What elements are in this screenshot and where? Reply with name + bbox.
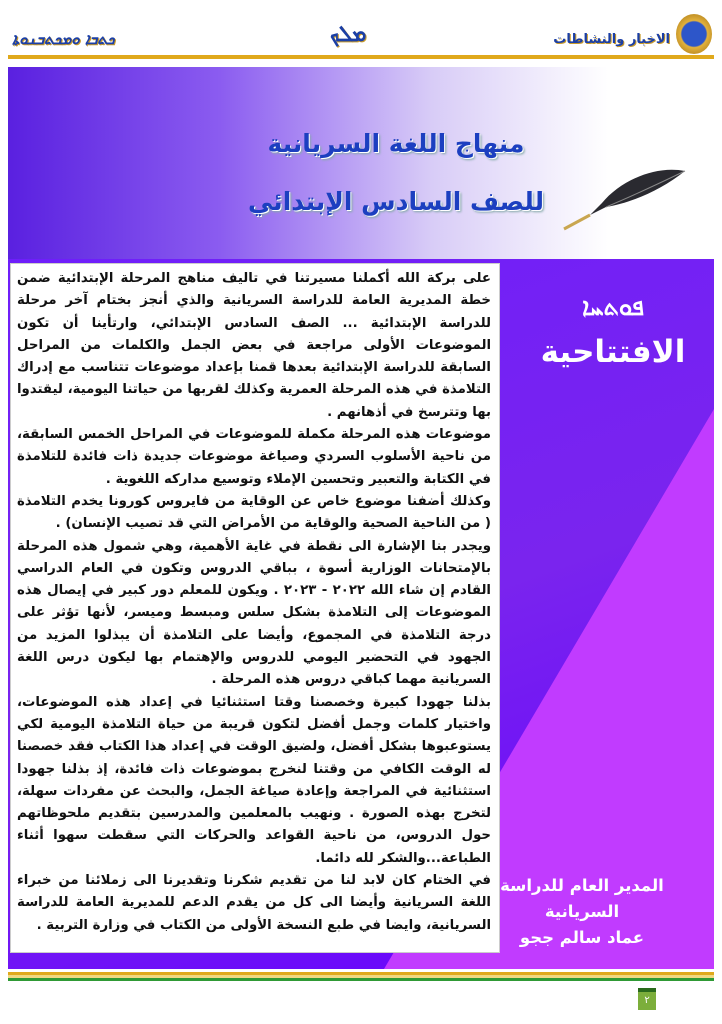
paragraph: في الختام كان لابد لنا من تقديم شكرنا وتقديرنا الى زملائنا من خبراء اللغة السريانية وأيضا الى كل من يقدم الدعم للمديرية العامة للدراسة السريانية، وايضا في طبع النسخة الأولى من الكتاب في وزارة التربية . — [17, 873, 491, 933]
footer-divider — [8, 978, 714, 981]
editorial-heading — [528, 287, 698, 377]
paragraph: موضوعات هذه المرحلة مكملة للموضوعات في المراحل الخمس السابقة، من ناحية الأسلوب السردي وصياغة موضوعات جديدة ذات فائدة للتلامذة في الكتابة والتعبير وتحسين الإملاء وتوسيع مداركه اللغوية . — [17, 427, 491, 487]
heading-syriac: ܦܘܬܚܐ — [582, 293, 644, 321]
page-title — [248, 115, 544, 231]
header-divider — [8, 55, 714, 59]
paragraph: وكذلك أضفنا موضوع خاص عن الوقاية من فايروس كورونا يخدم التلامذة ( من الناحية الصحية والوقاية من الأمراض التي قد تصيب الإنسان) . — [17, 493, 491, 532]
signature — [462, 873, 702, 951]
page-number: ٢ — [638, 988, 656, 1010]
header-section-title: الاخبار والنشاطات — [553, 32, 670, 47]
editorial-text-box — [10, 263, 500, 953]
heading-arabic: الافتتاحية — [540, 334, 686, 370]
header-center-logo: ܡܠܟ — [330, 22, 367, 47]
title-banner — [8, 67, 714, 259]
main-panel — [8, 67, 714, 969]
paragraph: على بركة الله أكملنا مسيرتنا في تاليف مناهج المرحلة الإبتدائية ضمن خطة المديرية العامة للدراسة السريانية والذي أنجز بختام آخر مرحلة للدراسة الإبتدائية ... الصف السادس الإبتدائي، وارتأينا أن تكون الموضوعات الأولى مراجعة في بعض الجمل والكلمات من المراحل السابقة للدراسة الإبتدائية بعدها قمنا بإعداد موضوعات تتناسب مع إدراك التلامذة في هذه المرحلة العمرية وكذلك لقربها من حياتنا اليومية، ليقتدوا بها وتترسخ في أذهانهم . — [17, 271, 491, 420]
page-header — [0, 0, 722, 62]
paragraph: ويجدر بنا الإشارة الى نقطة في غاية الأهمية، وهي شمول هذه المرحلة بالإمتحانات الوزارية أسوة ، بباقي الدروس وتكون في العام الدراسي القادم إن شاء الله ٢٠٢٢ - ٢٠٢٣ . ويكون للمعلم دور كبير في إيصال هذه الموضوعات إلى التلامذة بشكل سلس ومبسط وميسر، لأنها تؤثر على درجة التلامذة في المجموع، وأيضا على التلامذة أن يبذلوا المزيد من الجهود في التحضير اليومي للدروس والإهتمام بها ليكون درس اللغة السريانية مهما كباقي دروس هذه المرحلة . — [17, 538, 491, 688]
emblem-icon — [676, 14, 712, 54]
signature-title: المدير العام للدراسة السريانية — [500, 876, 664, 921]
title-line-1: منهاج اللغة السريانية — [267, 129, 525, 158]
quill-pen-icon — [560, 163, 690, 233]
title-line-2: للصف السادس الإبتدائي — [248, 187, 544, 216]
header-left-logo: ܟܬܒܐ ܘܡܟܬܒܢܘܬܐ — [12, 30, 115, 48]
paragraph: بذلنا جهودا كبيرة وخصصنا وقتا استثنائيا في إعداد هذه الموضوعات، واختيار كلمات وجمل أفضل لتكون قريبة من حياة التلامذة اليومية لكي يستوعبوها بشكل أفضل، ولضيق الوقت في إعداد هذا الكتاب فقد خصصنا له الوقت الكافي من وقتنا لنخرج بموضوعات ذات فائدة، إذ بذلنا جهودا استثنائية في المراجعة وإعادة صياغة الجمل، والبحث عن مفردات سهلة، لتخرج بهذه الصورة . ونهيب بالمعلمين والمدرسين بتقديم ملحوظاتهم حول الدروس، من ناحية القواعد والحركات التي سقطت سهوا أثناء الطباعة...والشكر لله دائما. — [17, 694, 491, 866]
signature-name: عماد سالم ججو — [519, 928, 645, 947]
